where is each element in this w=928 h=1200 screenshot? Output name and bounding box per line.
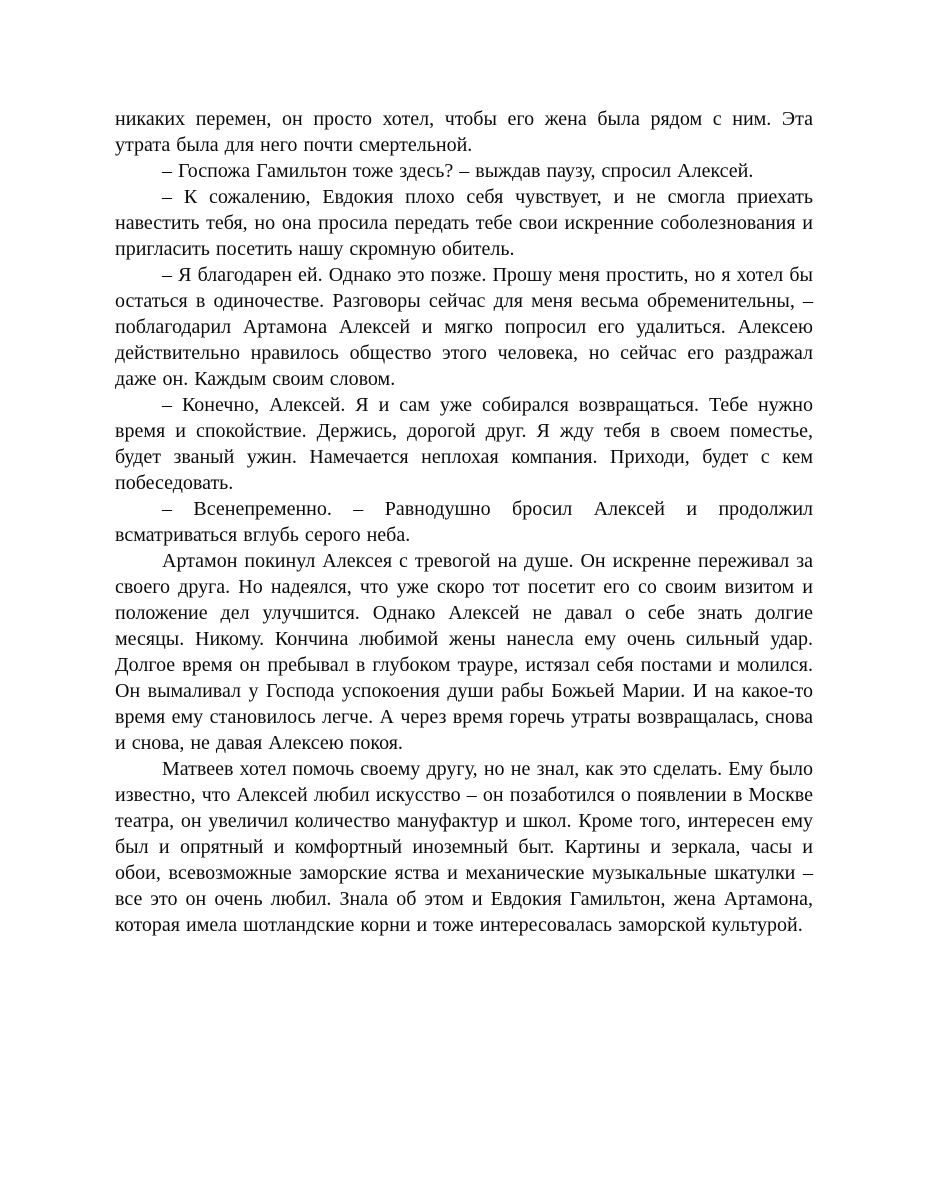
narrative-paragraph: Матвеев хотел помочь своему другу, но не знал, как это сделать. Ему было известно, что Алексей любил искусство – он позаботился о появлении в Москве театра, он увеличил количество мануфактур и школ. Кроме того, интересен ему был и опрятный и комфортный иноземный быт. Картины и зеркала, часы и обои, всевозможные заморские яства и механические музыкальные шкатулки – все это он очень любил. Знала об этом и Евдокия Гамильтон, жена Артамона, которая имела шотландские корни и тоже интересовалась заморской культурой. <box>115 758 813 936</box>
dialogue-paragraph: – Госпожа Гамильтон тоже здесь? – выждав паузу, спросил Алексей. <box>162 160 754 182</box>
dialogue-paragraph: – Всенепременно. – Равнодушно бросил Алексей и продолжил всматриваться вглубь серого неба. <box>115 498 813 546</box>
dialogue-paragraph: – Я благодарен ей. Однако это позже. Прошу меня простить, но я хотел бы остаться в одиночестве. Разговоры сейчас для меня весьма обременительны, – поблагодарил Артамона Алексей и мягко попросил его удалиться. Алексею действительно нравилось общество этого человека, но сейчас его раздражал даже он. Каждым своим словом. <box>115 264 813 390</box>
narrative-paragraph: Артамон покинул Алексея с тревогой на душе. Он искренне переживал за своего друга. Но надеялся, что уже скоро тот посетит его со своим визитом и положение дел улучшится. Однако Алексей не давал о себе знать долгие месяцы. Никому. Кончина любимой жены нанесла ему очень сильный удар. Долгое время он пребывал в глубоком трауре, истязал себя постами и молился. Он вымаливал у Господа успокоения души рабы Божьей Марии. И на какое-то время ему становилось легче. А через время горечь утраты возвращалась, снова и снова, не давая Алексею покоя. <box>115 550 813 754</box>
dialogue-paragraph: – Конечно, Алексей. Я и сам уже собирался возвращаться. Тебе нужно время и спокойствие. Держись, дорогой друг. Я жду тебя в своем поместье, будет званый ужин. Намечается неплохая компания. Приходи, будет с кем побеседовать. <box>115 394 813 494</box>
page-text-block <box>115 106 813 938</box>
paragraph-continuation: никаких перемен, он просто хотел, чтобы его жена была рядом с ним. Эта утрата была для него почти смертельной. <box>115 108 813 156</box>
dialogue-paragraph: – К сожалению, Евдокия плохо себя чувствует, и не смогла приехать навестить тебя, но она просила передать тебе свои искренние соболезнования и пригласить посетить нашу скромную обитель. <box>115 186 813 260</box>
